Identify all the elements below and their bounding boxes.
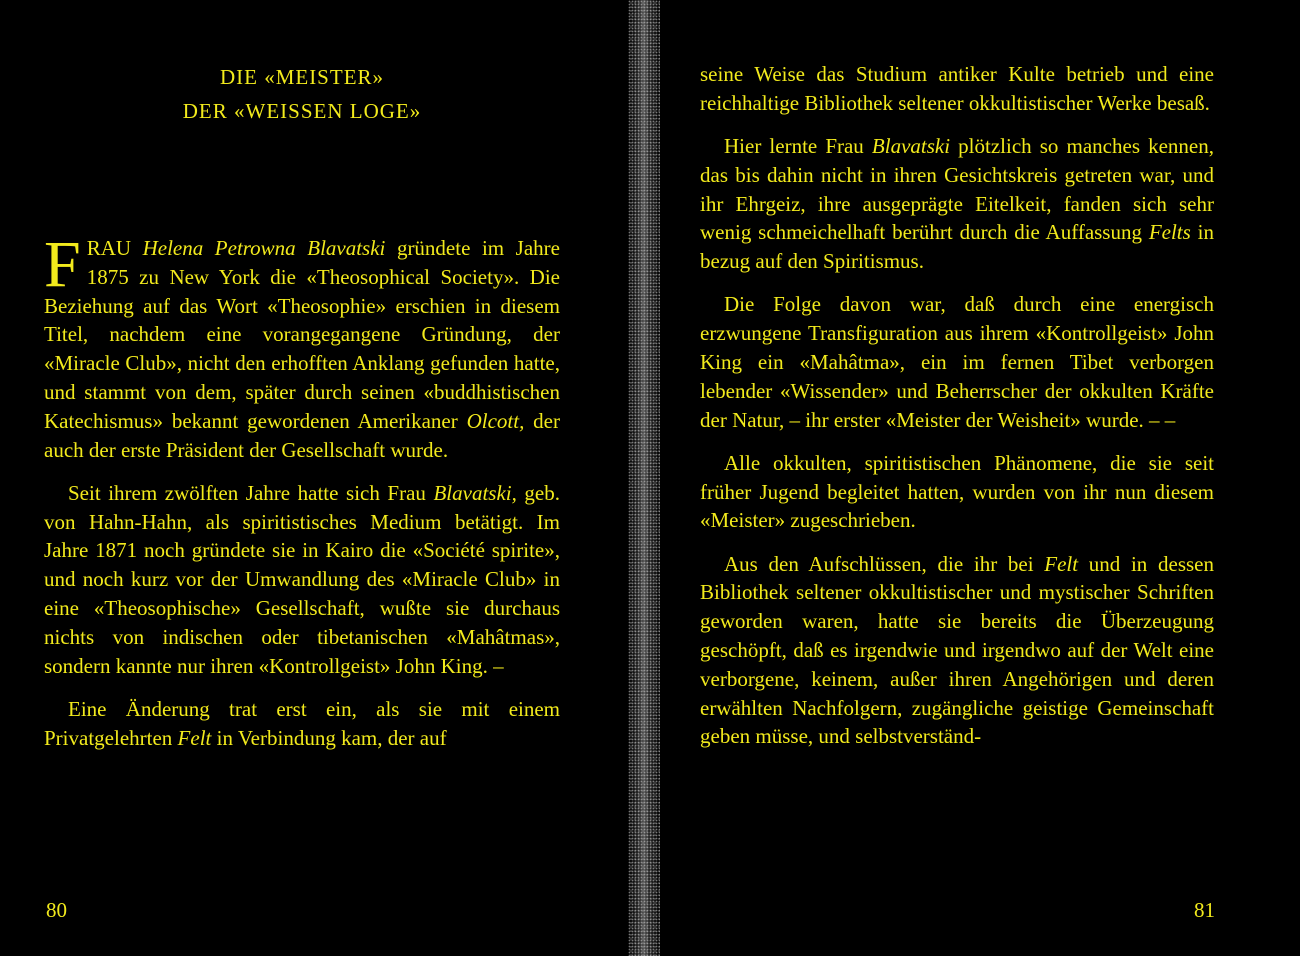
- left-page-body: [44, 228, 561, 767]
- chapter-title-line-1: DIE «MEISTER»: [219, 65, 385, 89]
- paragraph: Alle okkulten, spiritistischen Phänomene, die sie seit früher Jugend begleitet hatten, wurden von ihr nun diesem «Meister» zugeschrieben.: [700, 450, 1214, 533]
- paragraph: Seit ihrem zwölften Jahre hatte sich Frau Blavatski, geb. von Hahn-Hahn, als spiritistisches Medium betätigt. Im Jahre 1871 noch gründete sie in Kairo die «Société spirite», und noch kurz vor der Umwandlung des «Miracle Club» in eine «Theosophische» Gesellschaft, wußte sie durchaus nichts von indischen oder tibetanischen «Mahâtmas», sondern kannte nur ihren «Kontrollgeist» John King. –: [44, 480, 561, 678]
- paragraph: Eine Änderung trat erst ein, als sie mit einem Privatgelehrten Felt in Verbindung kam, der auf: [44, 696, 560, 750]
- page-number: 80: [46, 898, 67, 922]
- paragraph: seine Weise das Studium antiker Kulte betrieb und eine reichhaltige Bibliothek seltener okkultistischer Werke besaß.: [700, 62, 1214, 115]
- chapter-title: [44, 60, 560, 128]
- paragraph: Die Folge davon war, daß durch eine energisch erzwungene Transfiguration aus ihrem «Kontrollgeist» John King ein «Mahâtma», ein im fernen Tibet verborgen lebender «Wissender» und Beherrscher der okkulten Kräfte der Natur, – ihr erster «Meister der Weisheit» wurde. – –: [700, 292, 1214, 432]
- chapter-title-line-2: DER «WEISSEN LOGE»: [182, 99, 422, 123]
- book-gutter: [628, 0, 660, 956]
- right-page-body: [700, 60, 1214, 765]
- paragraph: Aus den Aufschlüssen, die ihr bei Felt und in dessen Bibliothek seltener okkultistischer und mystischer Schriften geworden waren, hatte sie bereits die Überzeugung geschöpft, daß es irgendwie und irgendwo auf der Welt eine verborgene, keinem, außer ihren Angehörigen und deren erwählten Nachfolgern, zugängliche geistige Gemeinschaft geben müsse, und selbstverständ-: [700, 551, 1214, 749]
- page-number: 81: [1194, 898, 1215, 922]
- paragraph: FRAU Helena Petrowna Blavatski gründete im Jahre 1875 zu New York die «Theosophical Society». Die Beziehung auf das Wort «Theosophie» erschien in diesem Titel, nachdem eine vorangegangene Gründung, der «Miracle Club», nicht den erhofften Anklang gefunden hatte, und stammt von dem, später durch seinen «buddhistischen Katechismus» bekannt gewordenen Amerikaner Olcott, der auch der erste Präsident der Gesellschaft wurde.: [44, 228, 560, 462]
- left-page: [0, 0, 628, 956]
- paragraph: Hier lernte Frau Blavatski plötzlich so manches kennen, das bis dahin nicht in ihren Gesichtskreis getreten war, und ihr Ehrgeiz, ihre ausgeprägte Eitelkeit, fanden sich sehr wenig schmeichelhaft berührt durch die Auffassung Felts in bezug auf den Spiritismus.: [700, 133, 1214, 274]
- drop-cap: F: [44, 228, 81, 301]
